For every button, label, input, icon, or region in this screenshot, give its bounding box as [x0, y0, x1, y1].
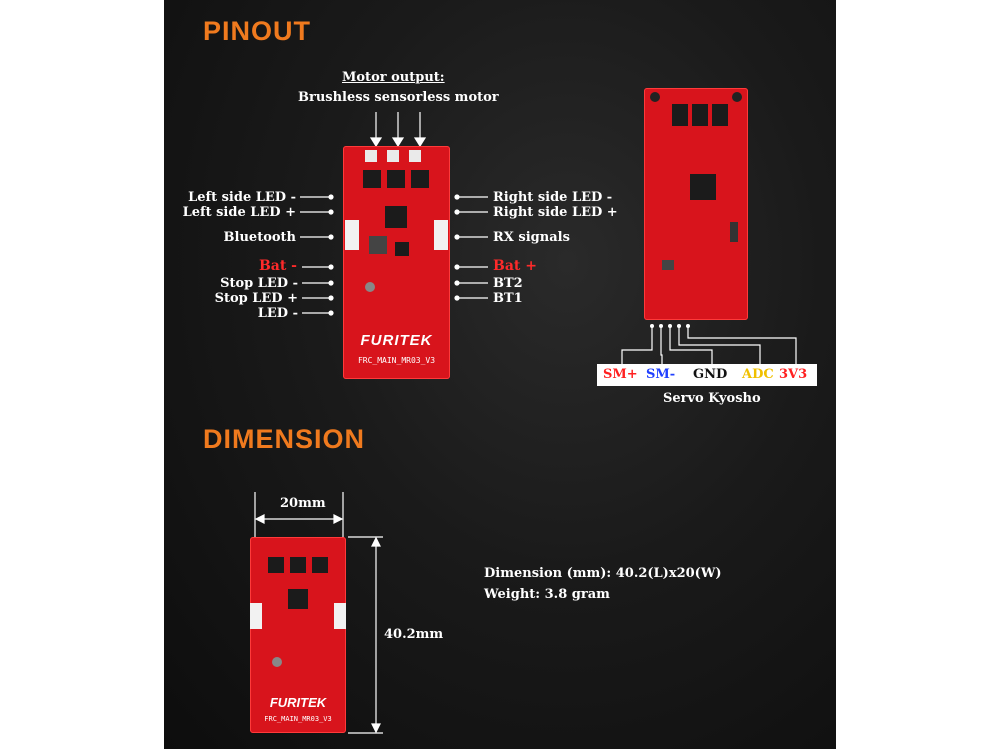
- label-right-side-led-plus: Right side LED +: [493, 205, 618, 220]
- label-bat-minus: Bat -: [258, 258, 297, 274]
- label-bt1: BT1: [493, 291, 523, 306]
- servo-pin-sm-plus: SM+: [603, 367, 638, 382]
- label-left-side-led-plus: Left side LED +: [182, 205, 296, 220]
- label-left-side-led-minus: Left side LED -: [188, 190, 296, 205]
- dimension-board-brand: FURITEK: [269, 695, 327, 710]
- motor-output-title: Motor output:: [342, 70, 445, 85]
- servo-pin-sm-minus: SM-: [646, 367, 676, 382]
- board-back: [644, 88, 748, 320]
- servo-caption: Servo Kyosho: [663, 391, 761, 406]
- board-brand: FURITEK: [360, 332, 433, 349]
- label-stop-led-plus: Stop LED +: [214, 291, 298, 306]
- motor-output-subtitle: Brushless sensorless motor: [298, 90, 499, 105]
- pinout-heading: PINOUT: [203, 16, 312, 46]
- dimension-heading: DIMENSION: [203, 424, 366, 454]
- length-label: 40.2mm: [384, 627, 444, 642]
- label-rx-signals: RX signals: [493, 230, 570, 245]
- dimension-board: [250, 537, 346, 733]
- pinout-board: [343, 146, 450, 379]
- label-right-side-led-minus: Right side LED -: [493, 190, 613, 205]
- label-stop-led-minus: Stop LED -: [220, 276, 298, 291]
- board-model: FRC_MAIN_MR03_V3: [357, 356, 436, 365]
- servo-pin-gnd: GND: [693, 367, 728, 382]
- label-bt2: BT2: [493, 276, 523, 291]
- spec-dimension: Dimension (mm): 40.2(L)x20(W): [484, 566, 722, 581]
- label-bluetooth: Bluetooth: [223, 230, 296, 245]
- servo-pin-3v3: 3V3: [779, 367, 808, 382]
- servo-pin-adc: ADC: [742, 367, 774, 382]
- label-bat-plus: Bat +: [493, 258, 537, 274]
- spec-weight: Weight: 3.8 gram: [484, 587, 610, 602]
- dimension-board-model: FRC_MAIN_MR03_V3: [264, 715, 332, 723]
- label-led-minus: LED -: [257, 306, 298, 321]
- width-label: 20mm: [280, 496, 326, 511]
